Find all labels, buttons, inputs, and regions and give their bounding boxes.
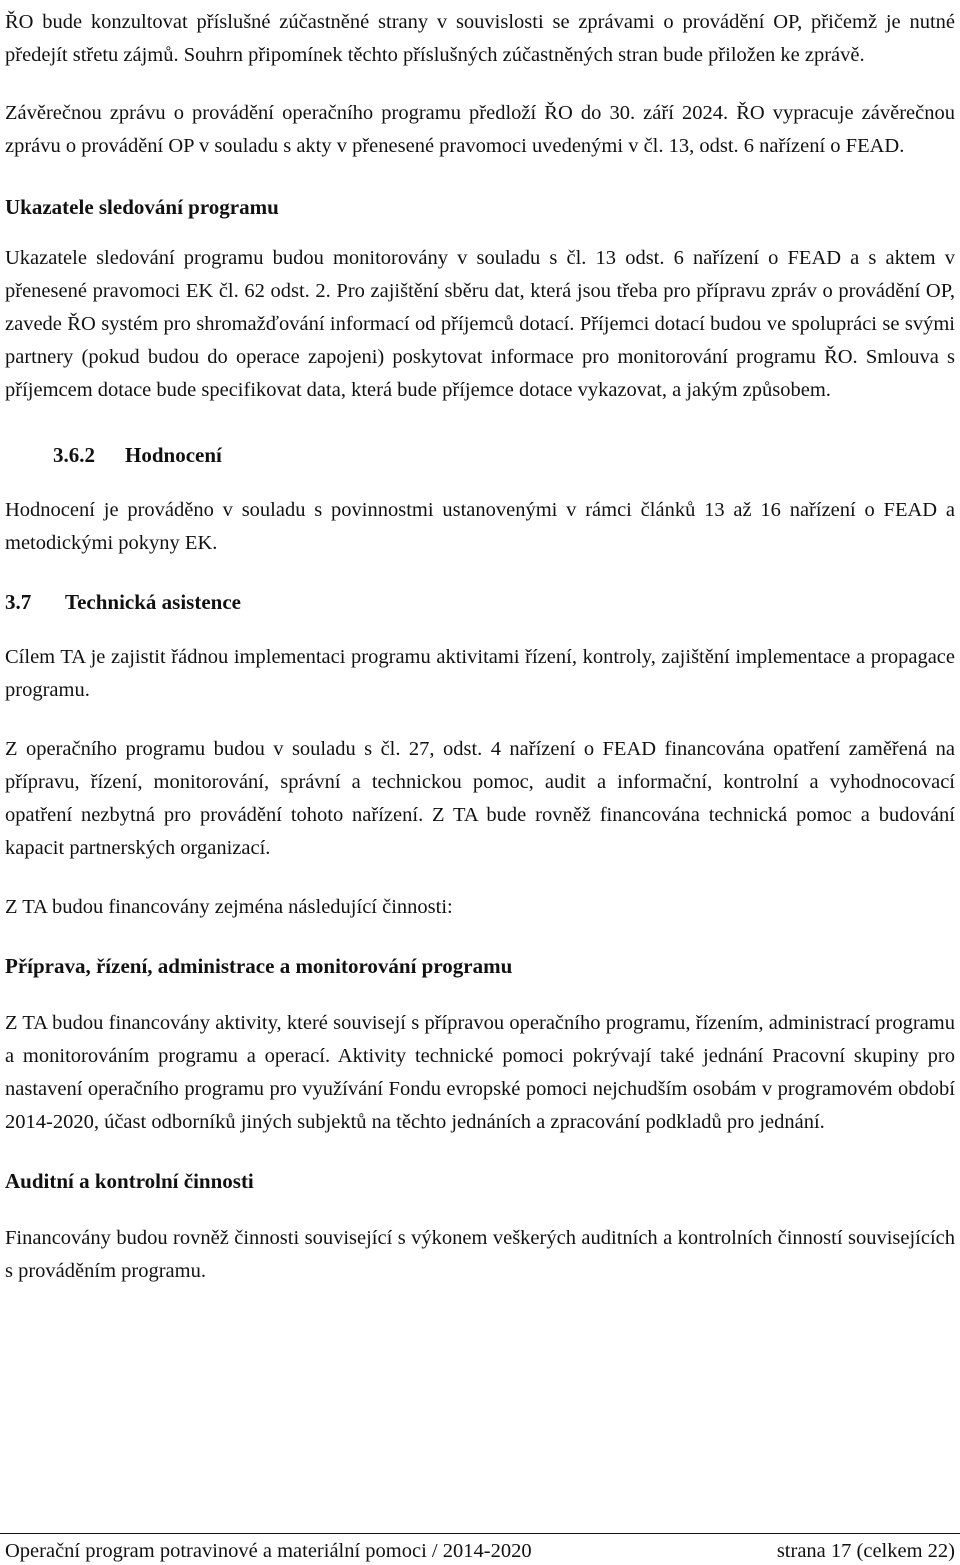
paragraph-ta-financing: Z operačního programu budou v souladu s čl. 27, odst. 4 nařízení o FEAD financována opatření zaměřená na přípravu, řízení, monitorování, správní a technickou pomoc, audit a informační, kontrolní a vyhodnocovací opatření nezbytná pro provádění tohoto nařízení. Z TA bude rovněž financována technická pomoc a budování kapacit partnerských organizací. bbox=[5, 738, 955, 859]
section-title: Hodnocení bbox=[125, 443, 222, 467]
heading-audit: Auditní a kontrolní činnosti bbox=[5, 1169, 254, 1193]
section-title: Technická asistence bbox=[65, 590, 241, 614]
paragraph-indicators: Ukazatele sledování programu budou monitorovány v souladu s čl. 13 odst. 6 nařízení o FEAD a s aktem v přenesené pravomoci EK čl. 62 odst. 2. Pro zajištění sběru dat, která jsou třeba pro přípravu zpráv o provádění OP, zavede ŘO systém pro shromažďování informací od příjemců dotací. Příjemci dotací budou ve spolupráci se svými partnery (pokud budou do operace zapojeni) poskytovat informace pro monitorování programu ŘO. Smlouva s příjemcem dotace bude specifikovat data, která bude příjemce dotace vykazovat, a jakým způsobem. bbox=[5, 247, 955, 401]
heading-technical-assistance bbox=[5, 586, 955, 619]
paragraph-ta-activities: Z TA budou financovány zejména následující činnosti: bbox=[5, 896, 453, 918]
paragraph-evaluation: Hodnocení je prováděno v souladu s povinnostmi ustanovenými v rámci článků 13 až 16 nařízení o FEAD a metodickými pokyny EK. bbox=[5, 499, 955, 554]
paragraph-final-report: Závěrečnou zprávu o provádění operačního programu předloží ŘO do 30. září 2024. ŘO vypracuje závěrečnou zprávu o provádění OP v souladu s akty v přenesené pravomoci uvedenými v čl. 13, odst. 6 nařízení o FEAD. bbox=[5, 102, 955, 157]
paragraph-preparation: Z TA budou financovány aktivity, které souvisejí s přípravou operačního programu, řízením, administrací programu a monitorováním programu a operací. Aktivity technické pomoci pokrývají také jednání Pracovní skupiny pro nastavení operačního programu pro využívání Fondu evropské pomoci nejchudším osobám v programovém období 2014-2020, účast odborníků jiných subjektů na těchto jednáních a zpracování podkladů pro jednání. bbox=[5, 1012, 955, 1133]
paragraph-consultation: ŘO bude konzultovat příslušné zúčastněné strany v souvislosti se zprávami o provádění OP, přičemž je nutné předejít střetu zájmů. Souhrn připomínek těchto příslušných zúčastněných stran bude přiložen ke zprávě. bbox=[5, 11, 955, 66]
paragraph-audit: Financovány budou rovněž činnosti související s výkonem veškerých auditních a kontrolních činností souvisejících s prováděním programu. bbox=[5, 1227, 955, 1282]
section-number: 3.6.2 bbox=[53, 443, 95, 467]
heading-evaluation bbox=[5, 439, 955, 472]
footer-page-number: strana 17 (celkem 22) bbox=[776, 1540, 955, 1562]
heading-preparation: Příprava, řízení, administrace a monitorování programu bbox=[5, 954, 513, 978]
heading-indicators: Ukazatele sledování programu bbox=[5, 195, 279, 219]
paragraph-ta-goal: Cílem TA je zajistit řádnou implementaci programu aktivitami řízení, kontroly, zajištění implementace a propagace programu. bbox=[5, 646, 955, 701]
section-number: 3.7 bbox=[5, 590, 32, 614]
page-content bbox=[5, 6, 955, 1288]
page-footer bbox=[0, 1533, 960, 1564]
footer-program-title: Operační program potravinové a materiální pomoci / 2014-2020 bbox=[5, 1540, 532, 1562]
